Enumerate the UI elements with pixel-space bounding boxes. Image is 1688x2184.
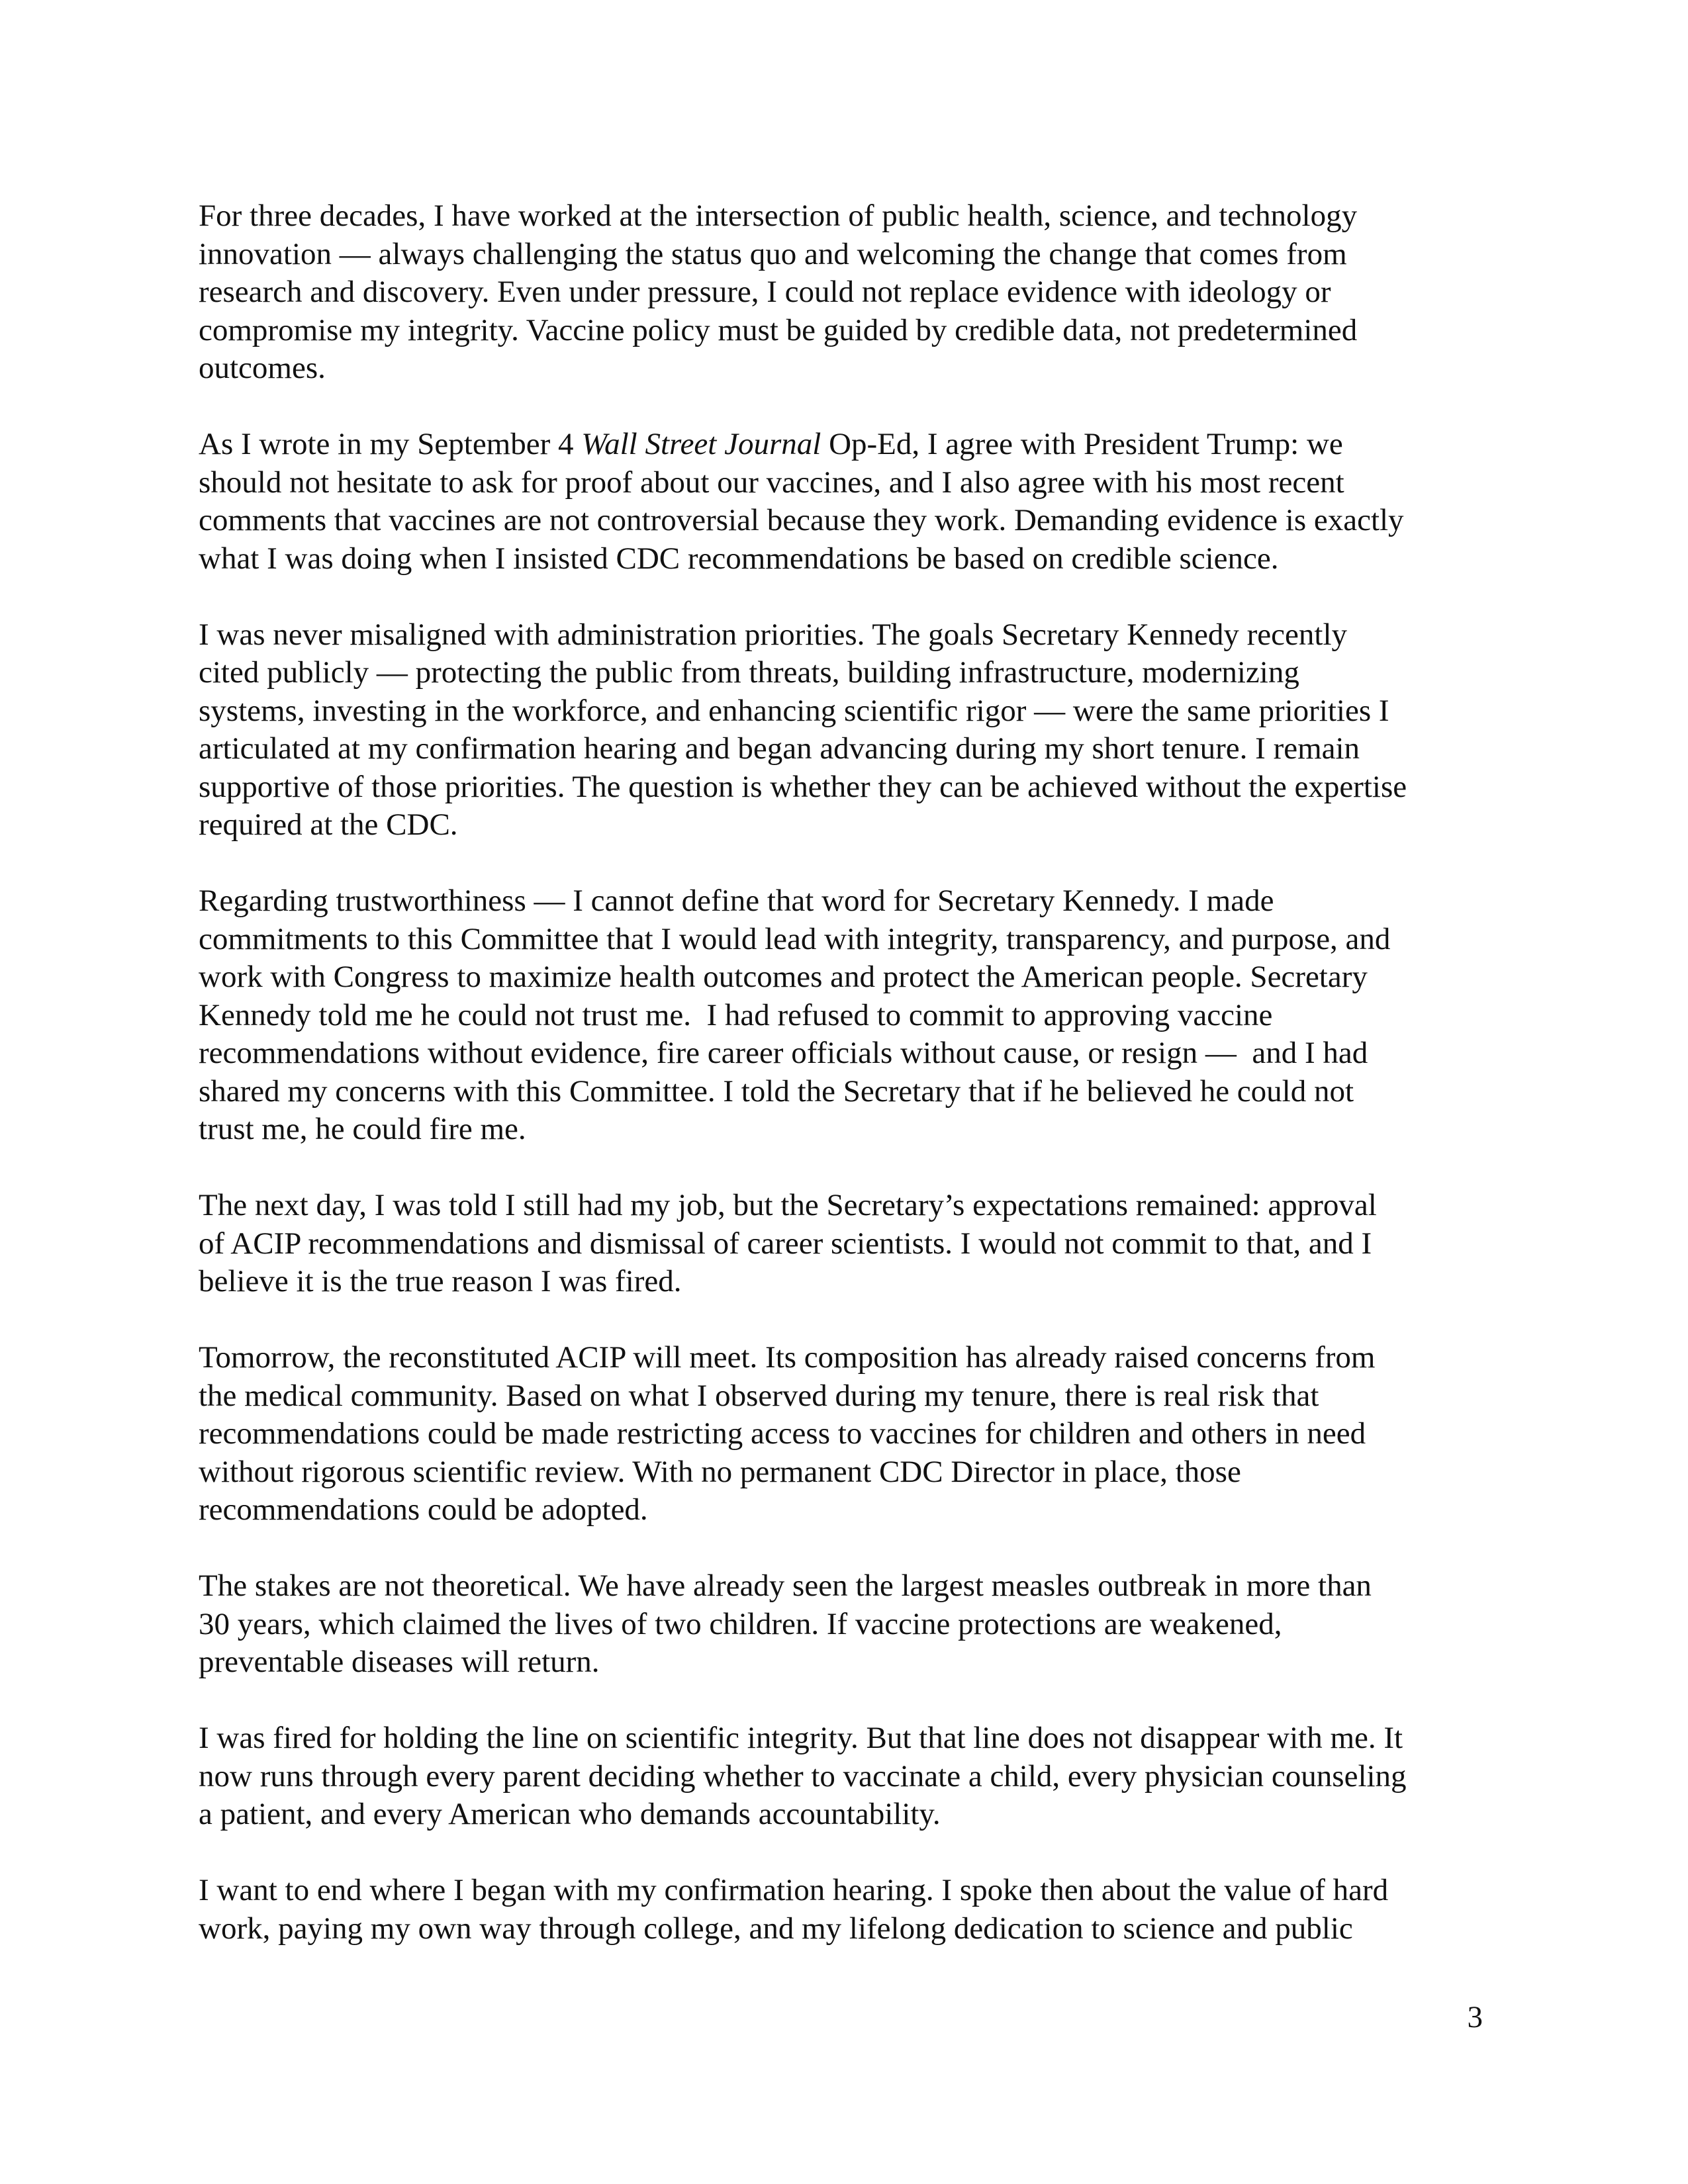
text-line: For three decades, I have worked at the intersection of public health, science, and technology bbox=[199, 199, 1358, 233]
text-line: I want to end where I began with my confirmation hearing. I spoke then about the value of hard bbox=[199, 1873, 1389, 1907]
text-line: I was fired for holding the line on scientific integrity. But that line does not disappear with me. It bbox=[199, 1721, 1403, 1755]
text-line: research and discovery. Even under pressure, I could not replace evidence with ideology or bbox=[199, 275, 1331, 309]
text-line: now runs through every parent deciding whether to vaccinate a child, every physician counseling bbox=[199, 1758, 1407, 1794]
text-line: The stakes are not theoretical. We have already seen the largest measles outbreak in more than bbox=[199, 1569, 1372, 1603]
text-line: recommendations could be adopted. bbox=[199, 1492, 648, 1527]
text-line: shared my concerns with this Committee. I told the Secretary that if he believed he could not bbox=[199, 1073, 1354, 1109]
text-line: recommendations without evidence, fire career officials without cause, or resign — and I had bbox=[199, 1036, 1368, 1070]
body-text bbox=[199, 197, 1496, 1948]
publication-title: Wall Street Journal bbox=[581, 427, 821, 461]
paragraph-trustworthiness bbox=[199, 882, 1496, 1149]
text-line: preventable diseases will return. bbox=[199, 1645, 600, 1679]
text-line: I was never misaligned with administration priorities. The goals Secretary Kennedy recently bbox=[199, 617, 1348, 652]
text-line: outcomes. bbox=[199, 351, 326, 385]
text-segment: Op-Ed, I agree with President Trump: we bbox=[821, 427, 1343, 461]
text-line: work with Congress to maximize health outcomes and protect the American people. Secretary bbox=[199, 960, 1368, 994]
text-line: required at the CDC. bbox=[199, 807, 458, 842]
text-line: 30 years, which claimed the lives of two children. If vaccine protections are weakened, bbox=[199, 1606, 1282, 1641]
paragraph-op-ed bbox=[199, 426, 1496, 578]
paragraph-stakes bbox=[199, 1567, 1496, 1682]
text-line: The next day, I was told I still had my job, but the Secretary’s expectations remained: approval bbox=[199, 1188, 1377, 1222]
text-line: systems, investing in the workforce, and enhancing scientific rigor — were the same priorities I bbox=[199, 693, 1389, 728]
text-line: without rigorous scientific review. With no permanent CDC Director in place, those bbox=[199, 1454, 1241, 1489]
text-line: Tomorrow, the reconstituted ACIP will meet. Its composition has already raised concerns from bbox=[199, 1340, 1376, 1375]
text-line: cited publicly — protecting the public from threats, building infrastructure, modernizing bbox=[199, 655, 1299, 690]
paragraph-career bbox=[199, 197, 1496, 388]
text-line: articulated at my confirmation hearing and began advancing during my short tenure. I remain bbox=[199, 731, 1360, 766]
text-line: compromise my integrity. Vaccine policy must be guided by credible data, not predetermined bbox=[199, 312, 1358, 347]
text-line: Regarding trustworthiness — I cannot define that word for Secretary Kennedy. I made bbox=[199, 884, 1274, 918]
text-line: the medical community. Based on what I observed during my tenure, there is real risk that bbox=[199, 1378, 1319, 1413]
text-segment: As I wrote in my September 4 bbox=[199, 427, 582, 461]
text-line bbox=[199, 426, 1496, 464]
text-line: Kennedy told me he could not trust me. I had refused to commit to approving vaccine bbox=[199, 997, 1273, 1032]
text-line: believe it is the true reason I was fired. bbox=[199, 1264, 682, 1298]
text-line: supportive of those priorities. The question is whether they can be achieved without the expertise bbox=[199, 769, 1407, 804]
text-line: recommendations could be made restricting access to vaccines for children and others in need bbox=[199, 1416, 1366, 1451]
text-line: what I was doing when I insisted CDC recommendations be based on credible science. bbox=[199, 541, 1279, 576]
text-line: comments that vaccines are not controversial because they work. Demanding evidence is exactly bbox=[199, 503, 1404, 537]
paragraph-closing bbox=[199, 1872, 1496, 1948]
paragraph-integrity bbox=[199, 1719, 1496, 1834]
text-line: of ACIP recommendations and dismissal of career scientists. I would not commit to that, and I bbox=[199, 1226, 1372, 1261]
text-line: commitments to this Committee that I would lead with integrity, transparency, and purpose, and bbox=[199, 921, 1391, 956]
text-line: a patient, and every American who demands accountability. bbox=[199, 1797, 941, 1831]
text-line: innovation — always challenging the status quo and welcoming the change that comes from bbox=[199, 236, 1347, 271]
text-line: trust me, he could fire me. bbox=[199, 1112, 526, 1146]
text-line: should not hesitate to ask for proof about our vaccines, and I also agree with his most recent bbox=[199, 465, 1344, 500]
paragraph-acip bbox=[199, 1339, 1496, 1529]
text-line: work, paying my own way through college, and my lifelong dedication to science and public bbox=[199, 1911, 1353, 1946]
page-number: 3 bbox=[1467, 2000, 1483, 2034]
paragraph-next-day bbox=[199, 1187, 1496, 1301]
paragraph-priorities bbox=[199, 616, 1496, 844]
